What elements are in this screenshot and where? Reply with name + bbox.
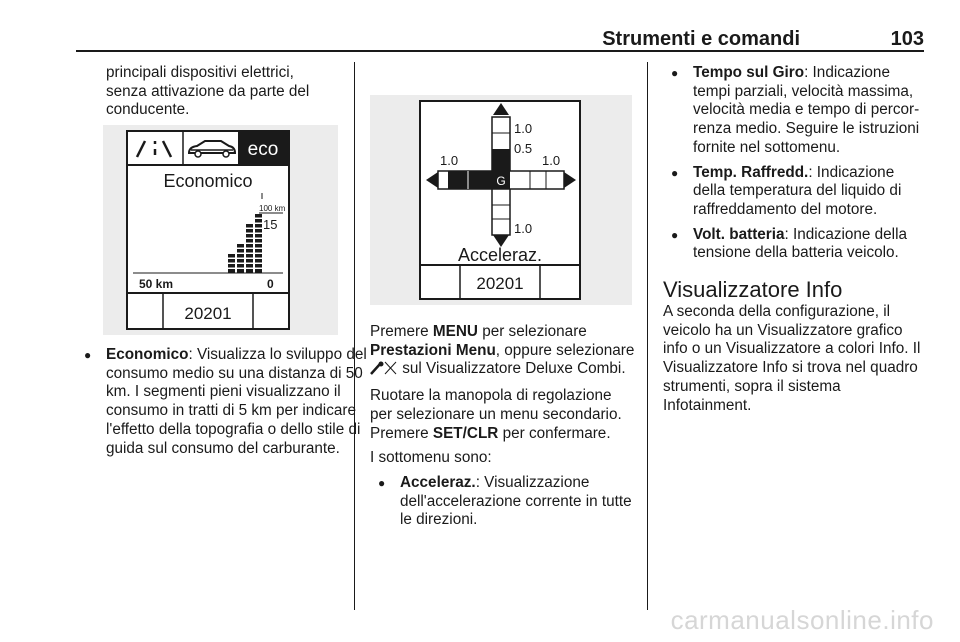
section-paragraph: A seconda della configurazione, il veicolo ha un Visualizzatore grafico info o un Visualizzatore a colori Info. Il Visualizzatore Info si trova nel quadro strumenti, sopra il sistema Infotainment. [663,303,921,414]
term: Economico [106,346,189,363]
term: Acceleraz. [400,473,476,491]
consumption-segment [246,249,253,253]
paragraph-submenus: I sottomenu sono: [370,449,492,467]
distance-label: 50 km [139,277,174,291]
consumption-segment [246,234,253,238]
consumption-segment [255,259,262,263]
consumption-segment [237,254,244,258]
running-header-title: Strumenti e comandi [602,28,800,50]
list-item-economico [76,346,370,458]
eco-display-figure [103,125,338,335]
consumption-segment [255,249,262,253]
text: Premere [370,323,433,340]
consumption-segment [246,229,253,233]
consumption-segment [255,269,262,273]
consumption-segment [246,269,253,273]
consumption-segment [237,264,244,268]
figure-code: 20201 [476,274,524,293]
acceleration-display-figure [370,95,632,305]
consumption-segment [255,234,262,238]
consumption-segment [255,219,262,223]
consumption-segment [228,254,235,258]
consumption-segment [255,244,262,248]
consumption-segment [237,244,244,248]
consumption-segment [246,244,253,248]
column-divider [354,62,355,610]
column2-body [370,323,636,530]
page-number: 103 [890,28,924,50]
consumption-segment [255,224,262,228]
display-title: Acceleraz. [457,245,543,265]
value-label: 15 [263,217,278,232]
consumption-segment [255,264,262,268]
menu-key: MENU [432,323,478,340]
consumption-segment [228,259,235,263]
section-title: Visualizzatore Info [663,277,843,303]
consumption-segment [255,239,262,243]
consumption-segment [255,254,262,258]
term: Temp. Raffredd. [693,163,809,181]
paragraph-rotate [370,387,636,443]
text: per confermare. [498,424,611,442]
column-divider [647,62,648,610]
consumption-segment [255,229,262,233]
consumption-segment [246,224,253,228]
description: : Visualizzazione dell'accelerazione corrente in tutte le direzioni. [400,473,632,529]
text: Ruotare la manopola di regolazione per selezionare un menu secondario. Premere [370,387,622,442]
menu-name: Prestazioni Menu [370,341,496,359]
figure-code: 20201 [184,304,232,323]
header-rule [76,50,924,52]
wrench-icon [370,361,398,381]
center-label: G [496,174,506,188]
term: Volt. batteria [693,225,785,243]
consumption-segment [246,264,253,268]
text: per selezionare [477,323,587,340]
label-right: 1.0 [542,153,561,168]
list-item-volt-batteria [663,226,927,263]
text: sul Visualizzatore Deluxe Combi. [398,360,626,378]
label-mid: 0.5 [514,141,533,156]
label-top: 1.0 [514,121,533,136]
unit-label: 100 km [259,204,286,213]
consumption-segment [228,264,235,268]
consumption-segment [246,254,253,258]
watermark: carmanualsonline.info [670,605,934,635]
description: : Indicazione tempi parziali, velocità massima, velocità media e tempo di percorrenza medio. Seguire le istruzioni fornite nel sottomenu. [693,64,920,156]
paragraph-menu [370,323,636,381]
consumption-segment [255,214,262,218]
consumption-segment [246,259,253,263]
consumption-segment [228,269,235,273]
list-item-temp-raffredd [663,164,927,220]
label-left: 1.0 [440,153,459,168]
consumption-segment [237,269,244,273]
term: Tempo sul Giro [693,64,805,81]
text: , oppure selezionare [495,341,635,359]
set-clr-key: SET/CLR [432,424,499,442]
eco-badge: eco [247,139,279,160]
description: : Indicazione della temperatura del liquido di raffreddamento del motore. [693,163,902,218]
list-item-tempo-sul-giro [663,64,927,158]
consumption-segment [237,249,244,253]
label-bottom: 1.0 [514,221,533,236]
list-item-acceleraz [370,474,636,530]
zero-label: 0 [267,277,274,291]
consumption-segment [237,259,244,263]
consumption-segment [246,239,253,243]
description: : Indicazione della tensione della batteria veicolo. [693,225,907,262]
column3-body [663,64,927,415]
intro-paragraph: principali dispositivi elettrici, senza attivazione da parte del conducente. [106,64,310,119]
description: : Visualizza lo sviluppo del consumo medio su una distanza di 50 km. I segmenti pieni visualizzano il consumo in tratti di 5 km per indicare l'effetto della topografia o dello stile di guida sul consumo del carburante. [106,346,367,457]
mode-title: Economico [163,171,253,191]
